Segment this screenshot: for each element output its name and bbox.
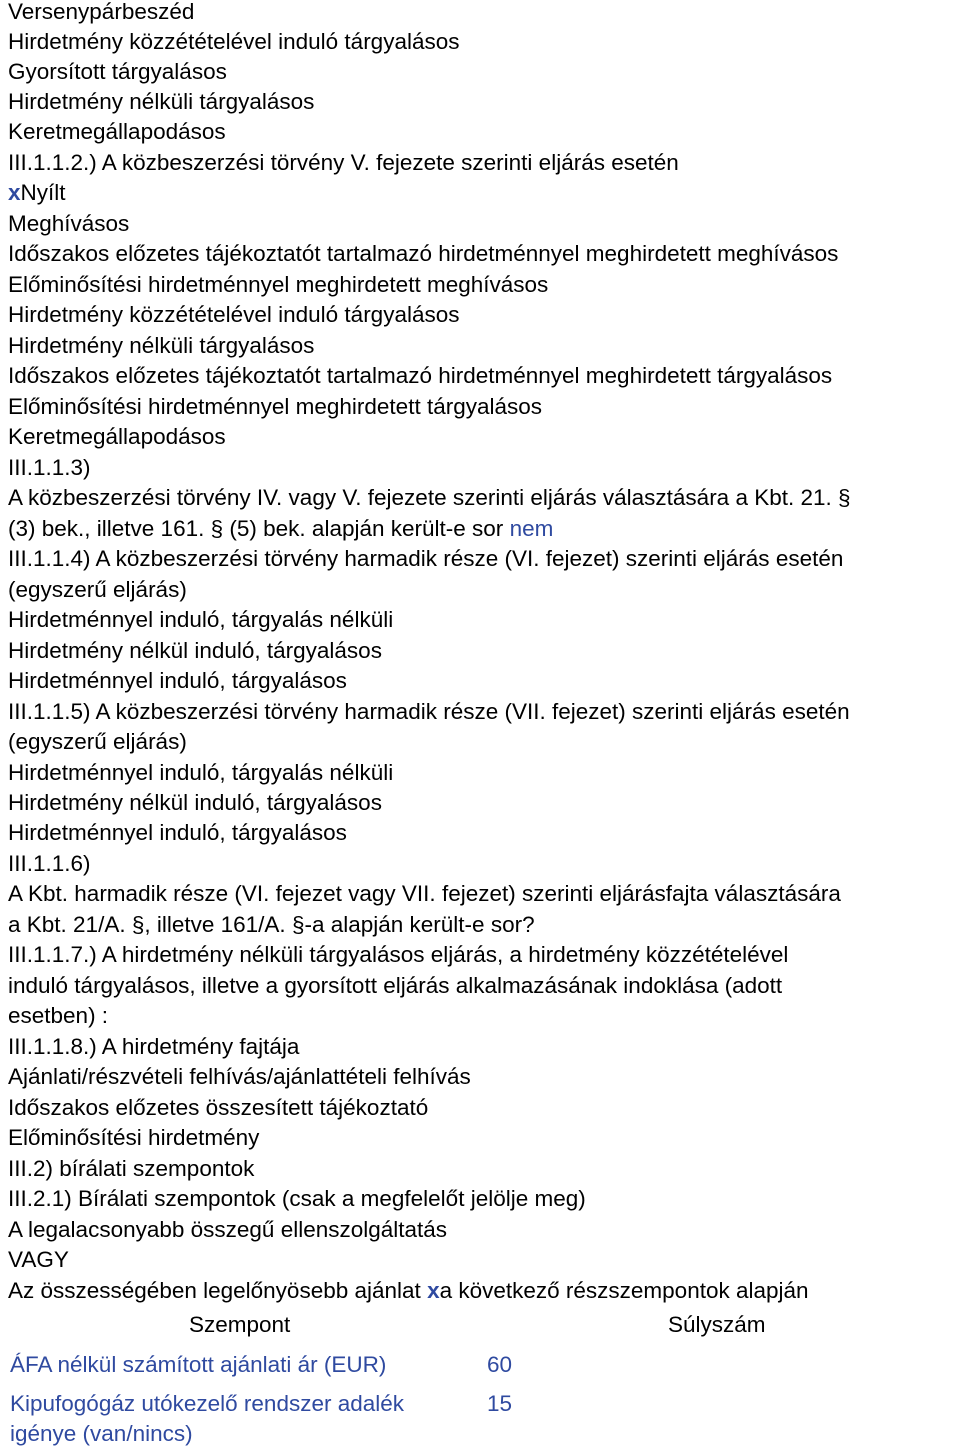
table-header-criterion: Szempont xyxy=(189,1312,291,1337)
doc-line: III.1.1.3) xyxy=(8,455,91,480)
doc-line: Hirdetménnyel induló, tárgyalásos xyxy=(8,668,347,693)
answer-value: nem xyxy=(509,516,554,541)
doc-line xyxy=(8,1276,809,1306)
doc-line: A legalacsonyabb összegű ellenszolgáltatás xyxy=(8,1217,448,1242)
line-text: Az összességében legelőnyösebb ajánlat xyxy=(8,1278,421,1303)
selected-mark: x xyxy=(427,1278,440,1303)
line-text: (5) bek. alapján került-e sor xyxy=(229,516,504,541)
doc-line: Előminősítési hirdetménnyel meghirdetett meghívásos xyxy=(8,272,549,297)
table-cell-criterion: ÁFA nélkül számított ajánlati ár (EUR) xyxy=(10,1352,387,1377)
option-label: Nyílt xyxy=(20,180,66,205)
doc-line xyxy=(8,514,553,544)
doc-line: Időszakos előzetes összesített tájékoztató xyxy=(8,1095,429,1120)
doc-line: Hirdetménnyel induló, tárgyalás nélküli xyxy=(8,607,394,632)
doc-line xyxy=(8,483,851,513)
doc-line: III.1.1.5) A közbeszerzési törvény harmadik része (VII. fejezet) szerinti eljárás esetén xyxy=(8,699,850,724)
doc-line: III.1.1.4) A közbeszerzési törvény harmadik része (VI. fejezet) szerinti eljárás esetén xyxy=(8,546,844,571)
doc-line: Meghívásos xyxy=(8,211,130,236)
doc-line: Időszakos előzetes tájékoztatót tartalmazó hirdetménnyel meghirdetett tárgyalásos xyxy=(8,363,833,388)
doc-line: Keretmegállapodásos xyxy=(8,119,226,144)
table-header-weight: Súlyszám xyxy=(668,1312,766,1337)
doc-line xyxy=(8,178,66,208)
doc-line: Előminősítési hirdetménnyel meghirdetett tárgyalásos xyxy=(8,394,543,419)
doc-line: Hirdetmény közzétételével induló tárgyalásos xyxy=(8,302,460,327)
table-cell-criterion: Kipufogógáz utókezelő rendszer adalék igénye (van/nincs) xyxy=(10,1391,405,1446)
line-text: -a alapján került-e sor? xyxy=(304,912,535,937)
doc-line: III.2.1) Bírálati szempontok (csak a megfelelőt jelölje meg) xyxy=(8,1186,586,1211)
doc-line: Hirdetmény közzétételével induló tárgyalásos xyxy=(8,29,460,54)
doc-line: III.1.1.6) xyxy=(8,851,91,876)
doc-line: VAGY xyxy=(8,1247,69,1272)
doc-line xyxy=(8,910,535,940)
doc-line: Gyorsított tárgyalásos xyxy=(8,59,227,84)
doc-line: Keretmegállapodásos xyxy=(8,424,226,449)
line-text: a Kbt. 21/A. xyxy=(8,912,126,937)
doc-line: Időszakos előzetes tájékoztatót tartalmazó hirdetménnyel meghirdetett meghívásos xyxy=(8,241,839,266)
doc-line: Hirdetmény nélküli tárgyalásos xyxy=(8,333,315,358)
doc-line: Hirdetménnyel induló, tárgyalás nélküli xyxy=(8,760,394,785)
doc-line: esetben) : xyxy=(8,1003,109,1028)
section-sign: § xyxy=(291,912,305,937)
doc-line: Hirdetmény nélkül induló, tárgyalásos xyxy=(8,790,382,815)
doc-line: Versenypárbeszéd xyxy=(8,0,195,24)
doc-line: III.1.1.8.) A hirdetmény fajtája xyxy=(8,1034,300,1059)
doc-line: (egyszerű eljárás) xyxy=(8,729,187,754)
table-cell-weight: 15 xyxy=(487,1391,513,1416)
doc-line: Hirdetmény nélküli tárgyalásos xyxy=(8,89,315,114)
doc-line: induló tárgyalásos, illetve a gyorsított eljárás alkalmazásának indoklása (adott xyxy=(8,973,783,998)
doc-line: III.2) bírálati szempontok xyxy=(8,1156,255,1181)
doc-line: Hirdetménnyel induló, tárgyalásos xyxy=(8,820,347,845)
line-text: A közbeszerzési törvény IV. vagy V. fejezete szerinti eljárás választására a Kbt. 21. xyxy=(8,485,832,510)
line-text: (3) bek., illetve 161. xyxy=(8,516,205,541)
table-cell-weight: 60 xyxy=(487,1352,513,1377)
doc-line: Előminősítési hirdetmény xyxy=(8,1125,260,1150)
doc-line: Hirdetmény nélkül induló, tárgyalásos xyxy=(8,638,382,663)
section-sign: § xyxy=(210,516,224,541)
doc-line: A Kbt. harmadik része (VI. fejezet vagy VII. fejezet) szerinti eljárásfajta választására xyxy=(8,881,841,906)
section-sign: § xyxy=(131,912,145,937)
doc-line: (egyszerű eljárás) xyxy=(8,577,187,602)
doc-line: Ajánlati/részvételi felhívás/ajánlattételi felhívás xyxy=(8,1064,471,1089)
selected-mark: x xyxy=(8,180,21,205)
line-text: a következő részszempontok alapján xyxy=(439,1278,809,1303)
doc-line: III.1.1.2.) A közbeszerzési törvény V. fejezete szerinti eljárás esetén xyxy=(8,150,679,175)
doc-line: III.1.1.7.) A hirdetmény nélküli tárgyalásos eljárás, a hirdetmény közzétételével xyxy=(8,942,789,967)
section-sign: § xyxy=(838,485,851,510)
line-text: , illetve 161/A. xyxy=(144,912,286,937)
